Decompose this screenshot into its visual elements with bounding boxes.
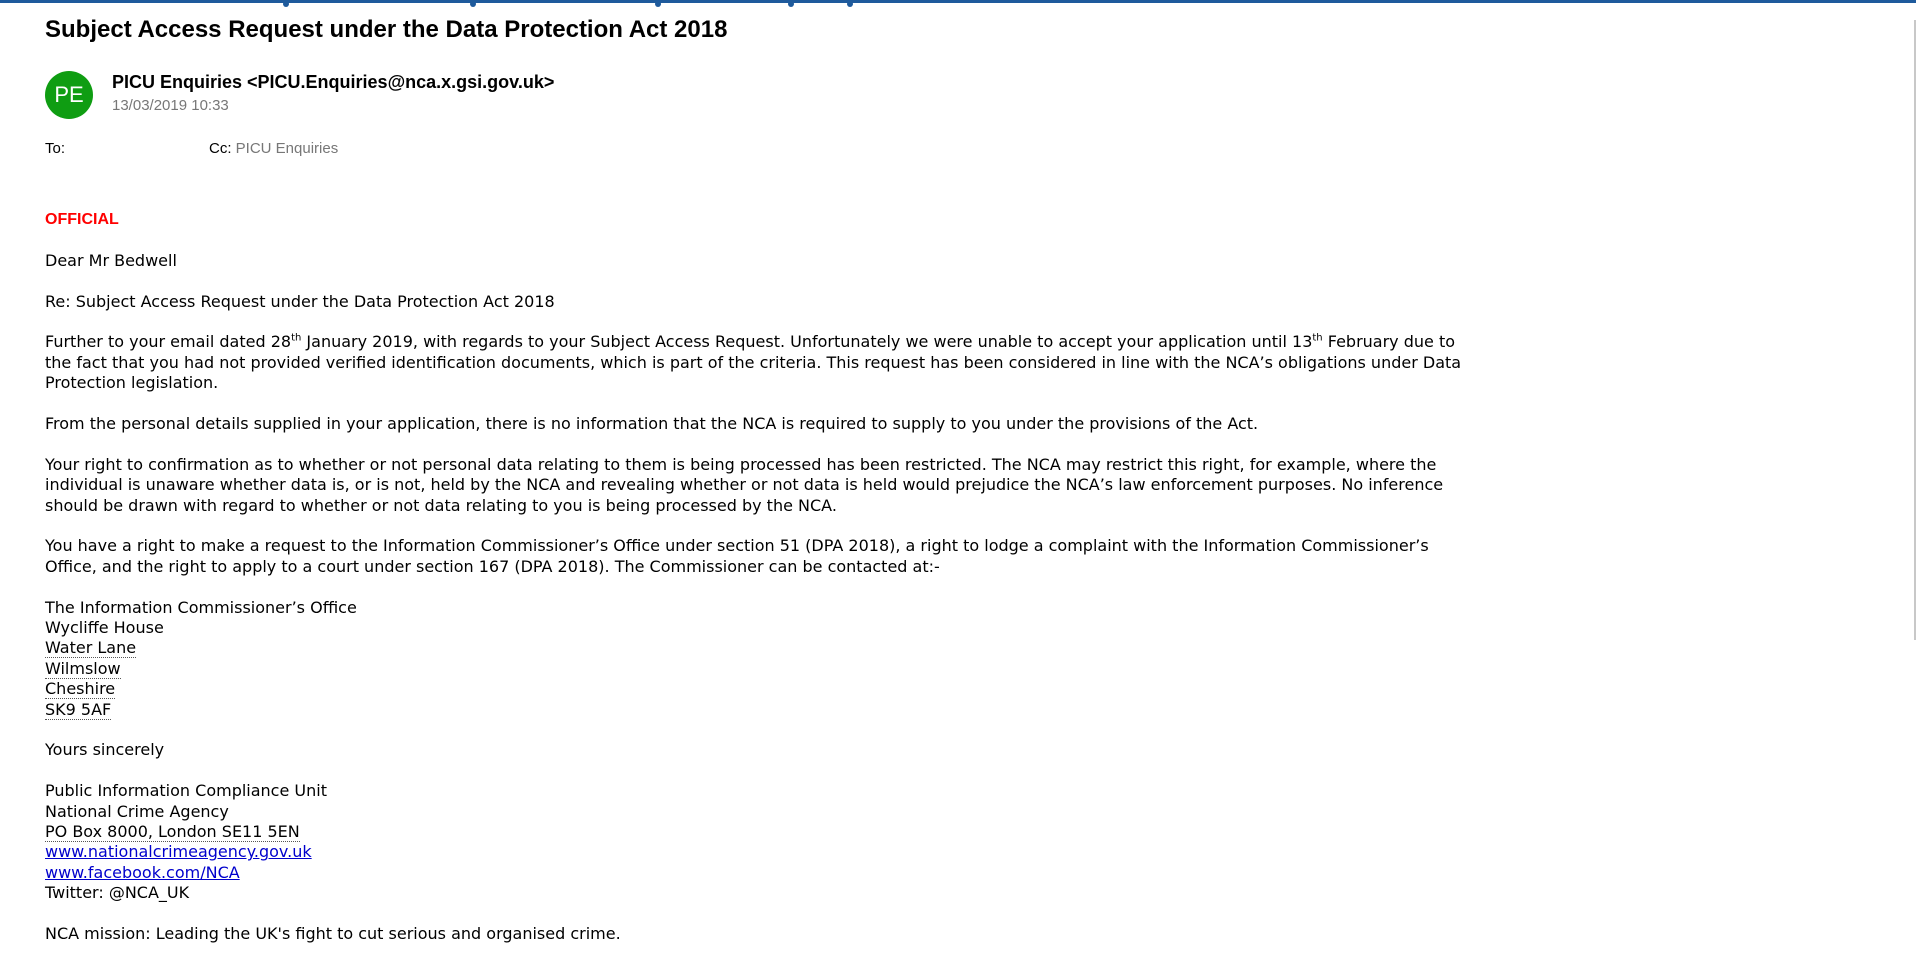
address-line[interactable]: Cheshire: [45, 679, 116, 699]
signature-block: [45, 781, 1485, 903]
signature-unit: Public Information Compliance Unit: [45, 781, 327, 801]
twitter-handle: Twitter: @NCA_UK: [45, 883, 190, 903]
paragraph-3: Your right to confirmation as to whether or not personal data relating to them is being processed has been restricted. The NCA may restrict this right, for example, where the individual is unaware whether data is, or is not, held by the NCA and revealing whether or not data is held would prejudice the NCA’s law enforcement purposes. No inference should be drawn with regard to whether or not data relating to you is being processed by the NCA.: [45, 454, 1444, 515]
cc-row: [209, 140, 338, 157]
sender-name[interactable]: PICU Enquiries <PICU.Enquiries@nca.x.gsi.gov.uk>: [112, 72, 555, 92]
website-link[interactable]: www.nationalcrimeagency.gov.uk: [45, 842, 312, 862]
sender-avatar[interactable]: [45, 71, 93, 119]
closing: Yours sincerely: [45, 740, 165, 760]
paragraph-4: You have a right to make a request to the Information Commissioner’s Office under section 51 (DPA 2018), a right to lodge a complaint with the Information Commissioner’s Office, and the right to apply to a court under section 167 (DPA 2018). The Commissioner can be contacted at:-: [45, 536, 1429, 576]
greeting: Dear Mr Bedwell: [45, 250, 177, 270]
address-line: The Information Commissioner’s Office: [45, 597, 357, 617]
re-line: Re: Subject Access Request under the Data Protection Act 2018: [45, 291, 555, 311]
address-line[interactable]: Wilmslow: [45, 658, 121, 678]
para1-text: January 2019, with regards to your Subject Access Request. Unfortunately we were unable to accept your application until 13: [301, 332, 1313, 352]
cc-recipient[interactable]: PICU Enquiries: [235, 140, 339, 157]
address-line[interactable]: SK9 5AF: [45, 699, 112, 719]
address-line: Wycliffe House: [45, 618, 164, 638]
toolbar-dot: [847, 1, 853, 7]
para1-text: February due to the fact that you had not provided verified identification documents, which is part of the criteria. This request has been considered in line with the NCA’s obligations under Data Protection legislation.: [45, 332, 1462, 393]
email-subject: Subject Access Request under the Data Protection Act 2018: [45, 16, 728, 43]
ico-address: [45, 598, 1485, 720]
facebook-link[interactable]: www.facebook.com/NCA: [45, 862, 240, 882]
address-line[interactable]: Water Lane: [45, 638, 137, 658]
signature-address[interactable]: PO Box 8000, London SE11 5EN: [45, 822, 300, 842]
toolbar-dot: [655, 1, 661, 7]
paragraph-2: From the personal details supplied in your application, there is no information that the NCA is required to supply to you under the provisions of the Act.: [45, 414, 1259, 433]
toolbar-dot: [470, 1, 476, 7]
ordinal-suffix: th: [1312, 333, 1323, 345]
avatar-initials: PE: [54, 82, 84, 107]
toolbar-dot: [283, 1, 289, 7]
cc-label: Cc:: [209, 140, 232, 157]
signature-agency: National Crime Agency: [45, 801, 229, 821]
ordinal-suffix: th: [291, 333, 302, 345]
classification-label: OFFICIAL: [45, 211, 119, 228]
mission-statement: NCA mission: Leading the UK's fight to cut serious and organised crime.: [45, 924, 621, 944]
paragraph-1: [45, 332, 1485, 393]
email-timestamp: 13/03/2019 10:33: [112, 97, 229, 114]
email-body: [45, 209, 1485, 965]
toolbar-dot: [788, 1, 794, 7]
to-label: To:: [45, 140, 66, 157]
para1-text: Further to your email dated 28: [45, 332, 292, 352]
